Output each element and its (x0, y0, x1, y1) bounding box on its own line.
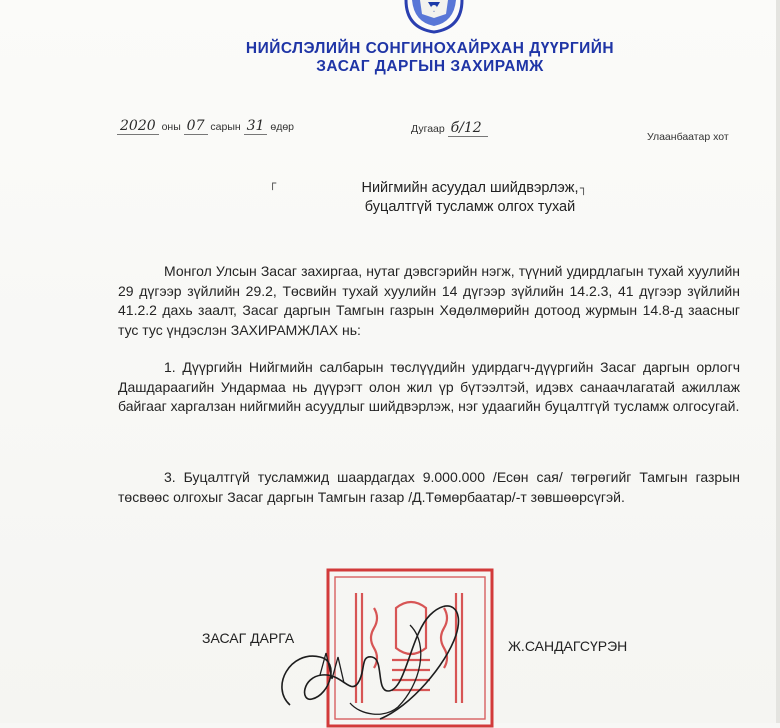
date-day-suffix: өдөр (270, 121, 295, 133)
header-line-1: НИЙСЛЭЛИЙН СОНГИНОХАЙРХАН ДҮҮРГИЙН (245, 40, 615, 57)
corner-mark-left-icon: ┌ (269, 176, 277, 190)
document-number: б/12 (448, 120, 488, 137)
city-label: Улаанбаатар хот (647, 131, 729, 143)
paragraph-preamble-text: Монгол Улсын Засаг захиргаа, нутаг дэвсгэрийн нэгж, түүний удирдлагын тухай хуулийн 29 дүгээр зүйлийн 29.2, Төсвийн тухай хуулийн 14 дүгээр зүйлийн 14.2.3, 41 дүгээр зүйлийн 41.2.2 дахь заалт, Засаг даргын Тамгын газрын Хөдөлмөрийн дотоод журмын 14.8-д заасныг тус тус үндэслэн ЗАХИРАМЖЛАХ нь: (118, 263, 740, 338)
date-day: 31 (244, 118, 268, 135)
paragraph-item-1 (118, 358, 740, 417)
date-line (117, 118, 294, 135)
paragraph-item-1-text: 1. Дүүргийн Нийгмийн салбарын төслүүдийн удирдагч-дүүргийн Засаг даргын орлогч Дашдараагийн Ундармаа нь дүүрэгт олон жил үр бүтээлтэй, идэвх санаачлагатай ажиллаж байгааг харгалзан нийгмийн асуудлыг шийдвэрлэж, нэг удаагийн буцалтгүй тусламж олгосугай. (118, 359, 740, 414)
date-year-suffix: оны (161, 121, 181, 133)
signatory-name: Ж.САНДАГСҮРЭН (508, 638, 628, 654)
subject-line-1: Нийгмийн асуудал шийдвэрлэж, (361, 180, 579, 196)
state-emblem-icon (398, 0, 470, 34)
subject-line-2: буцалтгүй тусламж олгох тухай (364, 199, 576, 215)
header-line-2: ЗАСАГ ДАРГЫН ЗАХИРАМЖ (316, 58, 544, 75)
number-label: Дугаар (411, 123, 445, 135)
paragraph-preamble (118, 262, 740, 340)
paragraph-item-3-text: 3. Буцалтгүй тусламжид шаардагдах 9.000.000 /Есөн сая/ төгрөгийг Тамгын газрын төсвөөс олгохыг Засаг даргын Тамгын газар /Д.Төмөрбаатар/-т зөвшөөрсүгэй. (118, 469, 740, 505)
date-month: 07 (184, 118, 208, 135)
document-number-line (411, 120, 488, 137)
corner-mark-right-icon: ┐ (580, 181, 588, 195)
scan-edge (776, 0, 780, 723)
signatory-title: ЗАСАГ ДАРГА (202, 630, 295, 646)
paragraph-item-3 (118, 468, 740, 507)
date-month-suffix: сарын (210, 121, 241, 133)
date-year: 2020 (117, 118, 159, 135)
handwritten-signature (260, 595, 520, 723)
